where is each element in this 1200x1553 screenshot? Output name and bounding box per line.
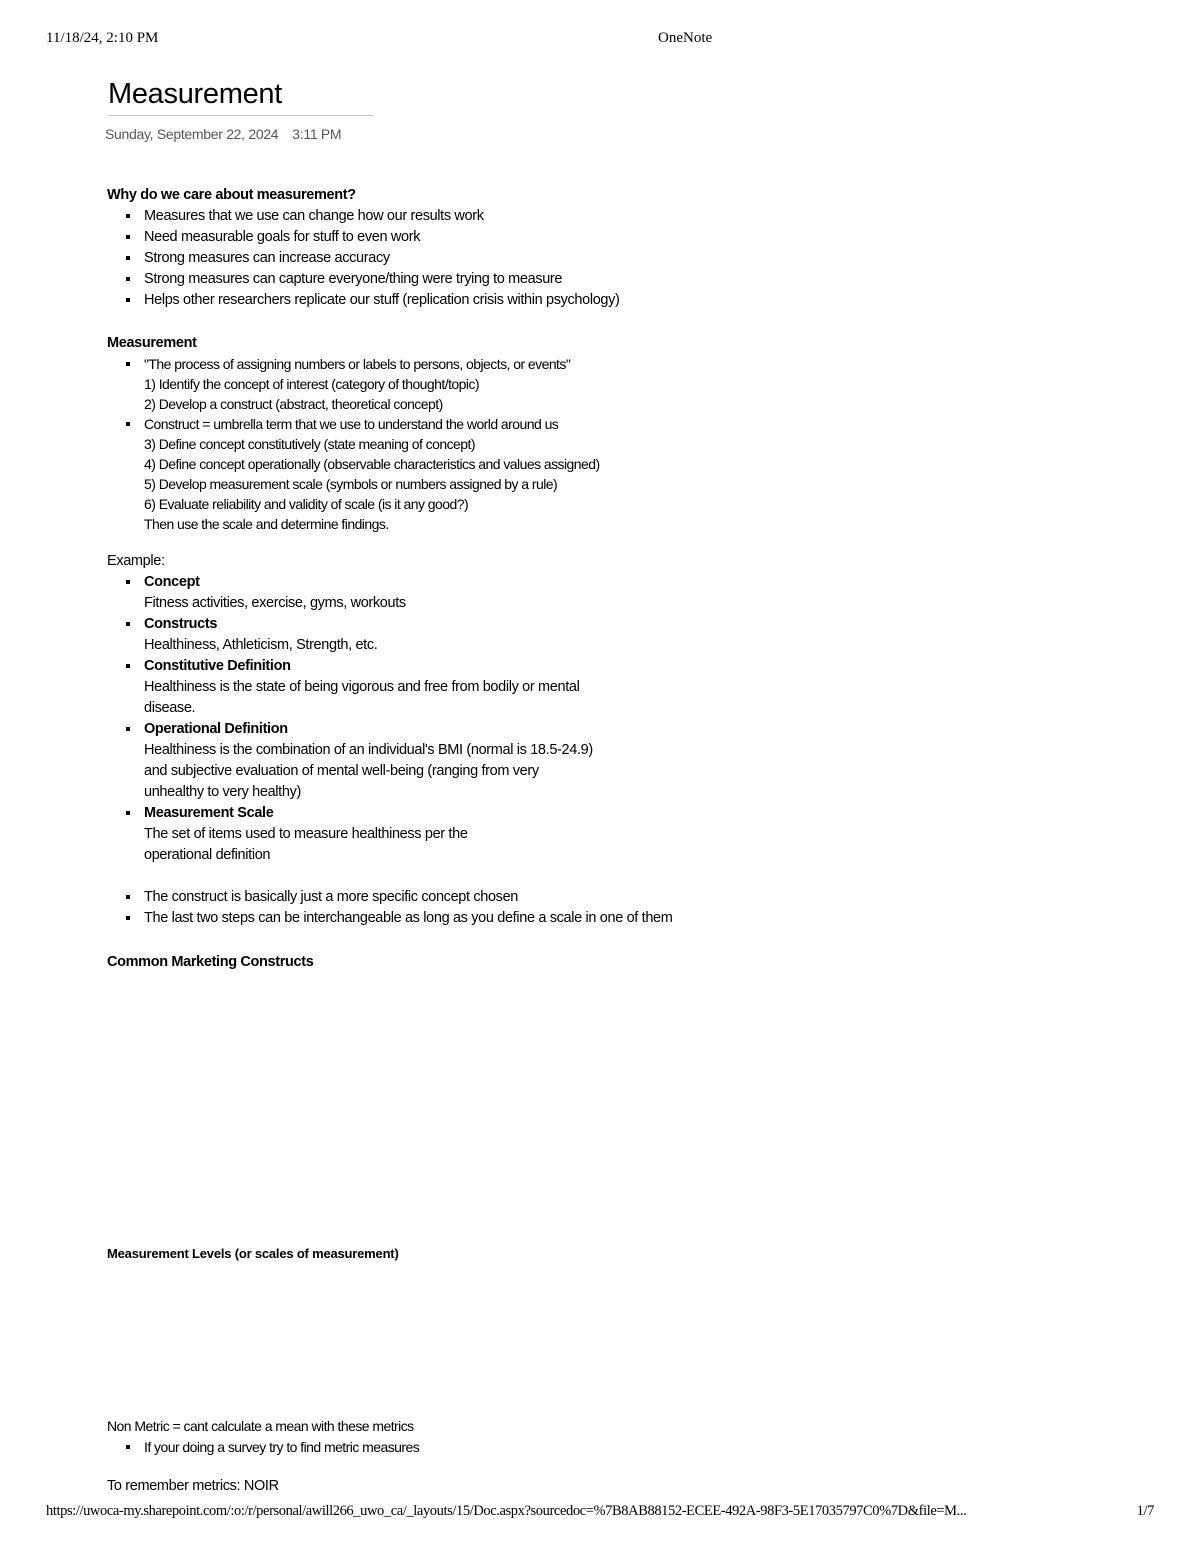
list-item (144, 656, 673, 719)
step-line: 1) Identify the concept of interest (category of thought/topic) (144, 376, 480, 392)
example-term: Constructs (144, 616, 218, 632)
print-header (46, 30, 1154, 50)
section-measurement (107, 333, 600, 534)
page-date-day: Sunday, September 22, 2024 (105, 126, 279, 142)
list-item: Strong measures can increase accuracy (144, 248, 620, 269)
section-nonmetric (107, 1416, 419, 1458)
example-term: Measurement Scale (144, 805, 274, 821)
section-example (107, 551, 673, 929)
list-item (144, 414, 600, 534)
section-common-constructs (107, 952, 313, 973)
step-line: 4) Define concept operationally (observable characteristics and values assigned) (144, 456, 600, 472)
print-footer (46, 1503, 1154, 1523)
footer-page-number: 1/7 (1136, 1503, 1154, 1519)
example-bullet-list (107, 572, 673, 866)
example-term: Constitutive Definition (144, 658, 291, 674)
list-item (144, 572, 673, 614)
example-term: Concept (144, 574, 200, 590)
page-title: Measurement (108, 78, 374, 116)
list-item: Need measurable goals for stuff to even work (144, 227, 620, 248)
example-desc: The set of items used to measure healthiness per the operational definition (144, 826, 468, 863)
list-item: The last two steps can be interchangeable as long as you define a scale in one of them (144, 908, 673, 929)
footer-url: https://uwoca-my.sharepoint.com/:o:/r/personal/awill266_uwo_ca/_layouts/15/Doc.aspx?sourcedoc=%7B8AB88152-ECEE-492A-98F3-5E17035797C0%7D&file=M... (46, 1503, 967, 1519)
example-desc: Healthiness, Athleticism, Strength, etc. (144, 637, 378, 653)
definition-quote: "The process of assigning numbers or labels to persons, objects, or events" (144, 356, 571, 372)
print-datetime: 11/18/24, 2:10 PM (46, 30, 159, 46)
example-desc: Healthiness is the state of being vigorous and free from bodily or mental disease. (144, 679, 580, 716)
list-item (144, 803, 673, 866)
noir-text: To remember metrics: NOIR (107, 1478, 279, 1494)
list-item (144, 354, 600, 414)
section-measurement-levels (107, 1243, 399, 1264)
section-heading: Measurement (107, 335, 197, 351)
construct-definition: Construct = umbrella term that we use to understand the world around us (144, 416, 559, 432)
step-line: 5) Develop measurement scale (symbols or numbers assigned by a rule) (144, 476, 558, 492)
print-app-name: OneNote (658, 30, 713, 46)
list-item (144, 719, 673, 803)
step-line: 2) Develop a construct (abstract, theoretical concept) (144, 396, 443, 412)
step-line: 6) Evaluate reliability and validity of scale (is it any good?) (144, 496, 469, 512)
list-item: Helps other researchers replicate our stuff (replication crisis within psychology) (144, 290, 620, 311)
measurement-bullet-list (107, 354, 600, 534)
section-why (107, 185, 620, 311)
list-item: Strong measures can capture everyone/thing were trying to measure (144, 269, 620, 290)
why-bullet-list (107, 206, 620, 311)
page-date (105, 126, 341, 142)
section-noir (107, 1476, 279, 1497)
example-desc: Healthiness is the combination of an individual's BMI (normal is 18.5-24.9) and subjective evaluation of mental well-being (ranging from very unhealthy to very healthy) (144, 742, 593, 800)
list-item: Measures that we use can change how our results work (144, 206, 620, 227)
step-line: 3) Define concept constitutively (state meaning of concept) (144, 436, 475, 452)
example-label: Example: (107, 553, 165, 569)
nonmetric-bullet-list (107, 1437, 419, 1458)
example-term: Operational Definition (144, 721, 288, 737)
step-line: Then use the scale and determine findings. (144, 516, 389, 532)
nonmetric-text: Non Metric = cant calculate a mean with these metrics (107, 1418, 414, 1434)
list-item (144, 614, 673, 656)
section-heading: Common Marketing Constructs (107, 954, 314, 970)
section-heading: Measurement Levels (or scales of measurement) (107, 1246, 399, 1261)
list-item: If your doing a survey try to find metric measures (144, 1437, 419, 1458)
example-desc: Fitness activities, exercise, gyms, workouts (144, 595, 406, 611)
list-item: The construct is basically just a more specific concept chosen (144, 887, 673, 908)
section-heading: Why do we care about measurement? (107, 187, 356, 203)
example-notes-list (107, 887, 673, 929)
page-date-time: 3:11 PM (292, 126, 342, 142)
